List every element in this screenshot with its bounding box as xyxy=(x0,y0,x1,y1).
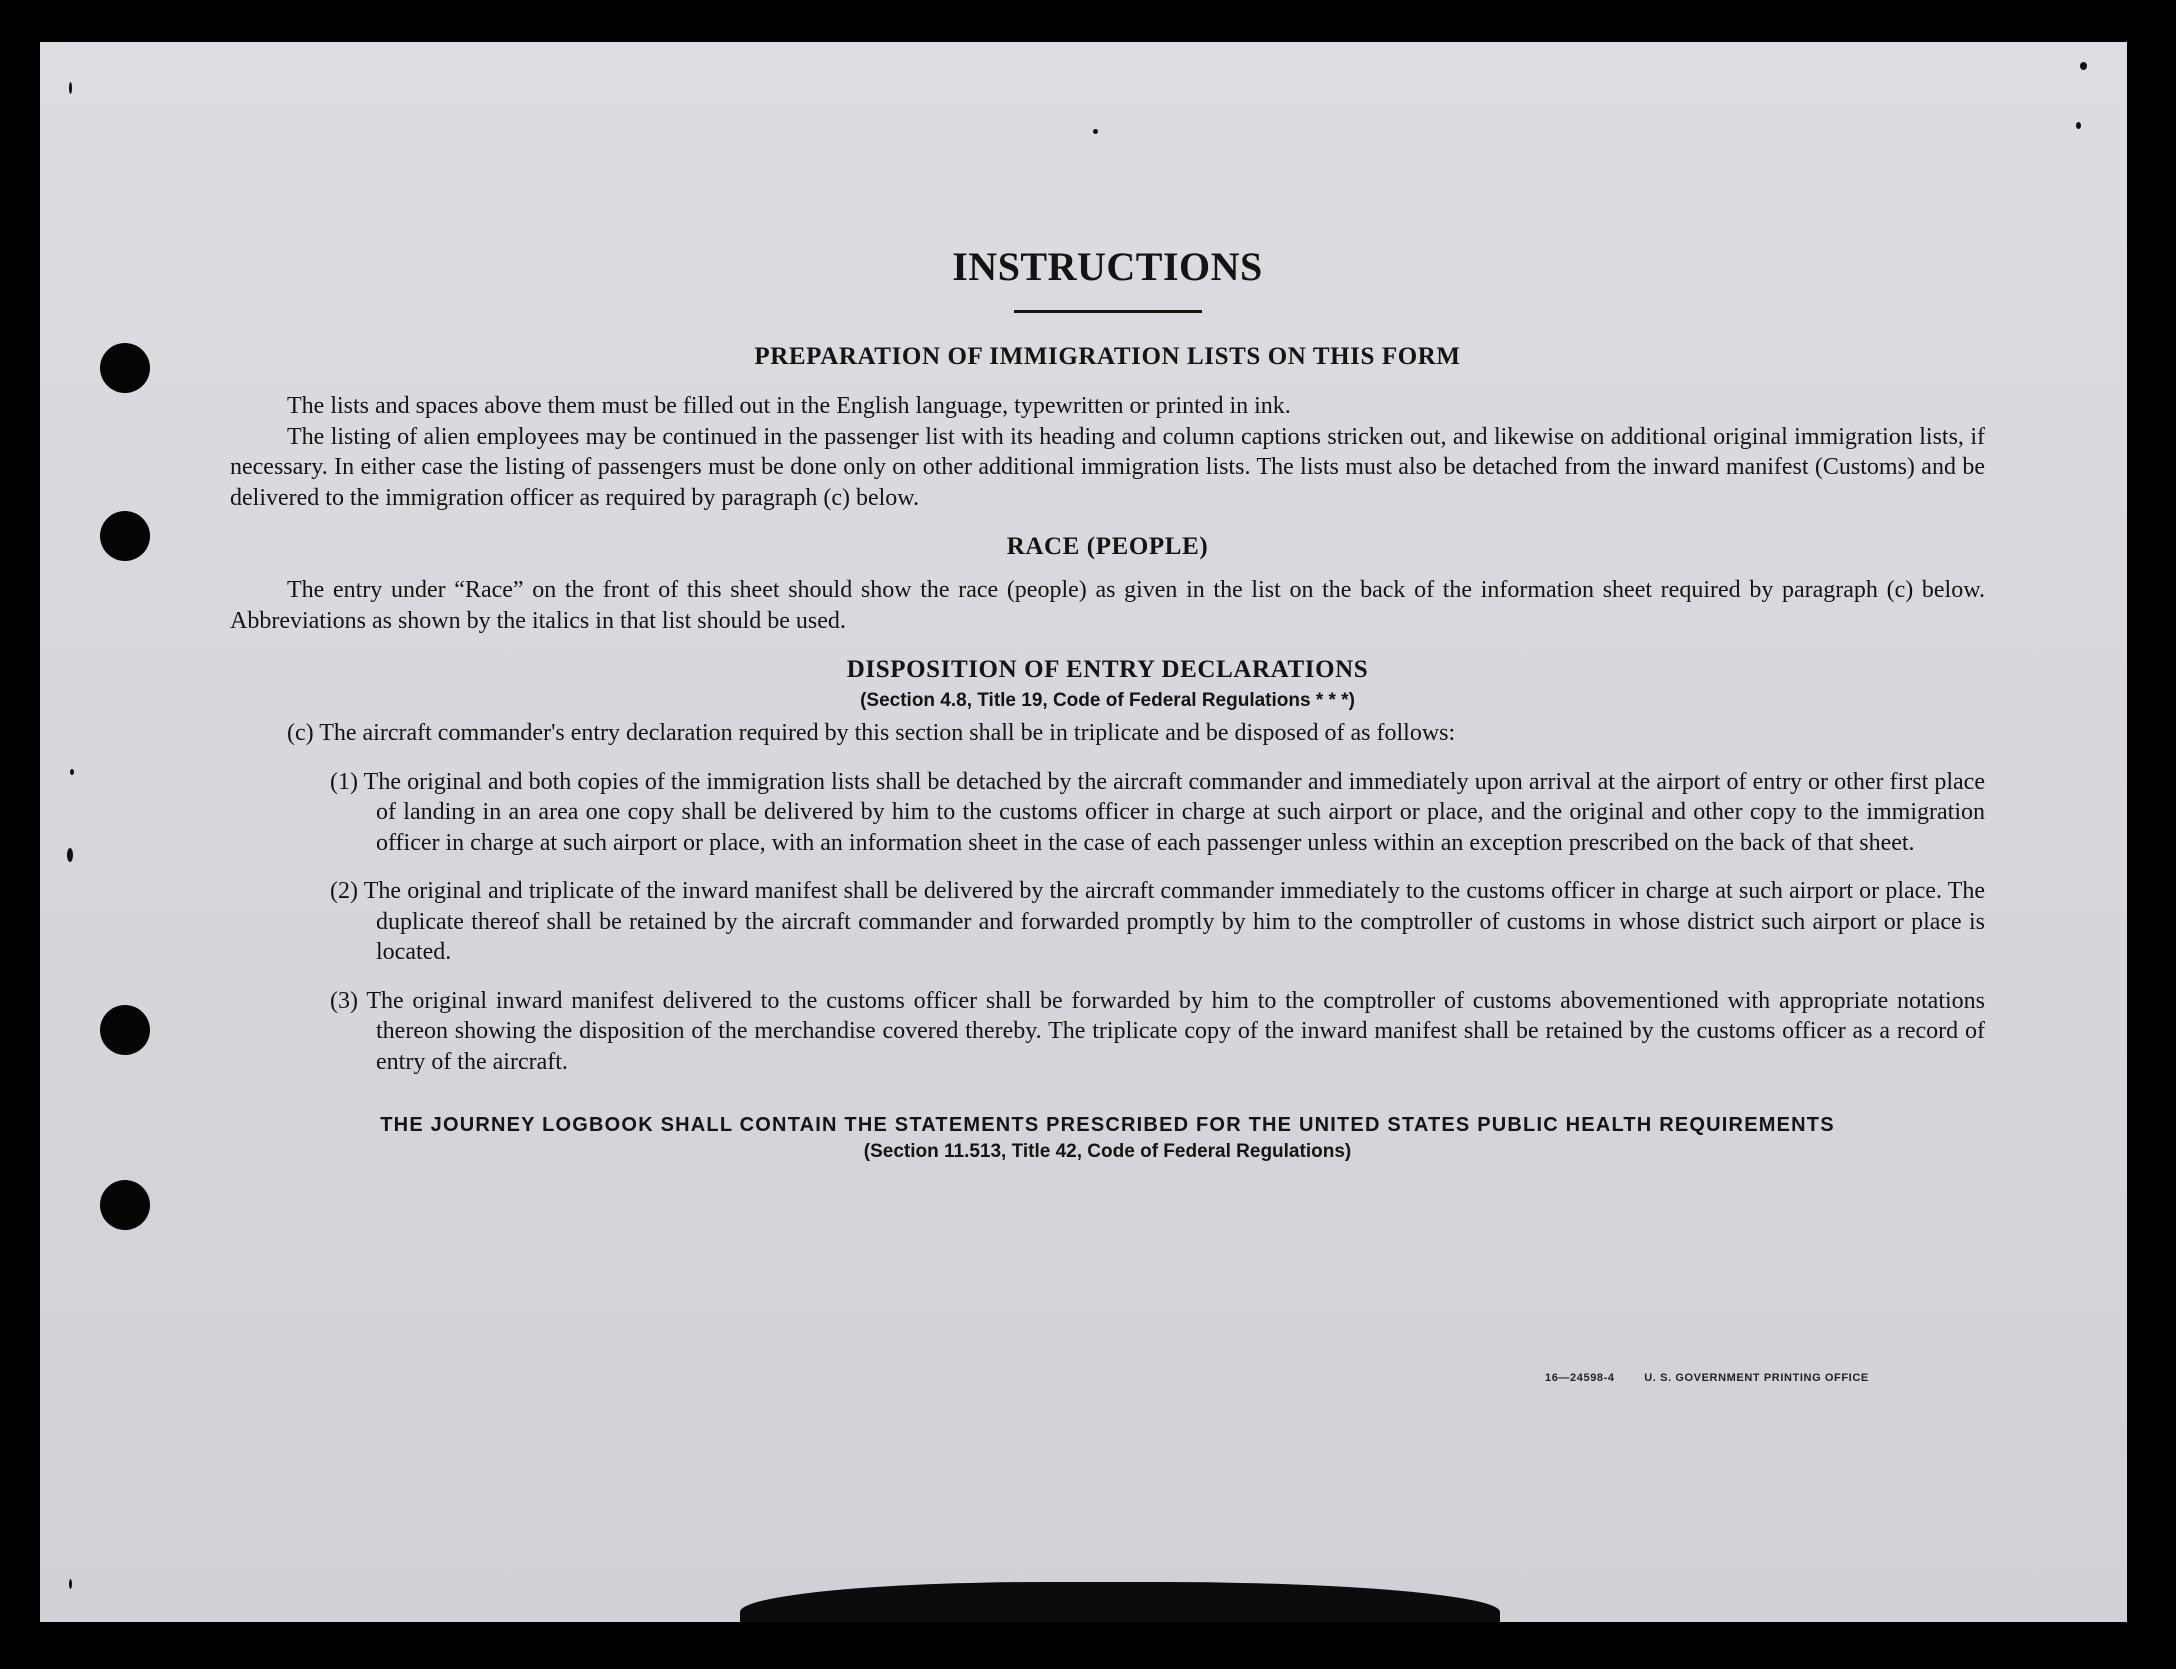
preparation-paragraph-2: The listing of alien employees may be continued in the passenger list with its heading and column captions stricken out, and likewise on additional original immigration lists, if necessary. In either case the listing of passengers must be done only on other additional immigration lists. The lists must also be detached from the inward manifest (Customs) and be delivered to the immigration officer as required by paragraph (c) below. xyxy=(230,423,1985,511)
title-underline xyxy=(1014,310,1202,313)
printer-imprint xyxy=(1545,1372,1869,1384)
printer-name: U. S. GOVERNMENT PRINTING OFFICE xyxy=(1644,1372,1869,1384)
disposition-item-1: (1) The original and both copies of the immigration lists shall be detached by the aircraft commander and immediately upon arrival at the airport of entry or other first place of landing in an area one copy shall be delivered by him to the customs officer in charge at such airport or place, and the original and other copy to the immigration officer in charge at such airport or place, with an information sheet in the case of each passenger unless within an exception prescribed on the back of that sheet. xyxy=(330,768,1985,856)
punch-hole xyxy=(100,1005,150,1055)
race-paragraph: The entry under “Race” on the front of this sheet should show the race (people) as given in the list on the back of the information sheet required by paragraph (c) below. Abbreviations as shown by the italics in that list should be used. xyxy=(230,577,1985,634)
preparation-paragraph-1: The lists and spaces above them must be filled out in the English language, typewritten or printed in ink. xyxy=(287,393,1291,419)
public-health-citation: (Section 11.513, Title 42, Code of Federal Regulations) xyxy=(863,1141,1352,1162)
scan-speck xyxy=(69,1579,72,1589)
section-heading-race: RACE (PEOPLE) xyxy=(1006,533,1209,560)
scan-speck xyxy=(2076,122,2081,129)
disposition-item-2: (2) The original and triplicate of the inward manifest shall be delivered by the aircraft commander immediately to the customs officer in charge at such airport or place. The duplicate thereof shall be retained by the aircraft commander and forwarded promptly by him to the comptroller of customs in whose district such airport or place is located. xyxy=(330,878,1985,965)
scan-speck xyxy=(69,82,72,94)
punch-hole xyxy=(100,343,150,393)
section-heading-disposition: DISPOSITION OF ENTRY DECLARATIONS xyxy=(846,656,1369,683)
instructions-content xyxy=(230,242,1985,1165)
disposition-clause-c: (c) The aircraft commander's entry declaration required by this section shall be in triplicate and be disposed of as follows: xyxy=(287,720,1456,746)
page-title: INSTRUCTIONS xyxy=(952,244,1263,289)
torn-paper-edge xyxy=(740,1582,1500,1622)
scan-speck xyxy=(70,769,74,775)
scan-speck xyxy=(2080,62,2087,70)
form-number: 16—24598-4 xyxy=(1545,1372,1615,1384)
punch-hole xyxy=(100,511,150,561)
document-sheet xyxy=(40,42,2127,1622)
scan-speck xyxy=(1093,129,1098,134)
disposition-citation: (Section 4.8, Title 19, Code of Federal Regulations * * *) xyxy=(860,690,1355,711)
disposition-item-3: (3) The original inward manifest delivered to the customs officer shall be forwarded by him to the comptroller of customs abovementioned with appropriate notations thereon showing the disposition of the merchandise covered thereby. The triplicate copy of the inward manifest shall be retained by the customs officer as a record of entry of the aircraft. xyxy=(330,987,1985,1075)
scan-speck xyxy=(67,848,73,862)
punch-hole xyxy=(100,1180,150,1230)
section-heading-preparation: PREPARATION OF IMMIGRATION LISTS ON THIS FORM xyxy=(754,343,1461,370)
public-health-heading: THE JOURNEY LOGBOOK SHALL CONTAIN THE STATEMENTS PRESCRIBED FOR THE UNITED STATES PUBLIC HEALTH REQUIREMENTS xyxy=(380,1114,1835,1136)
